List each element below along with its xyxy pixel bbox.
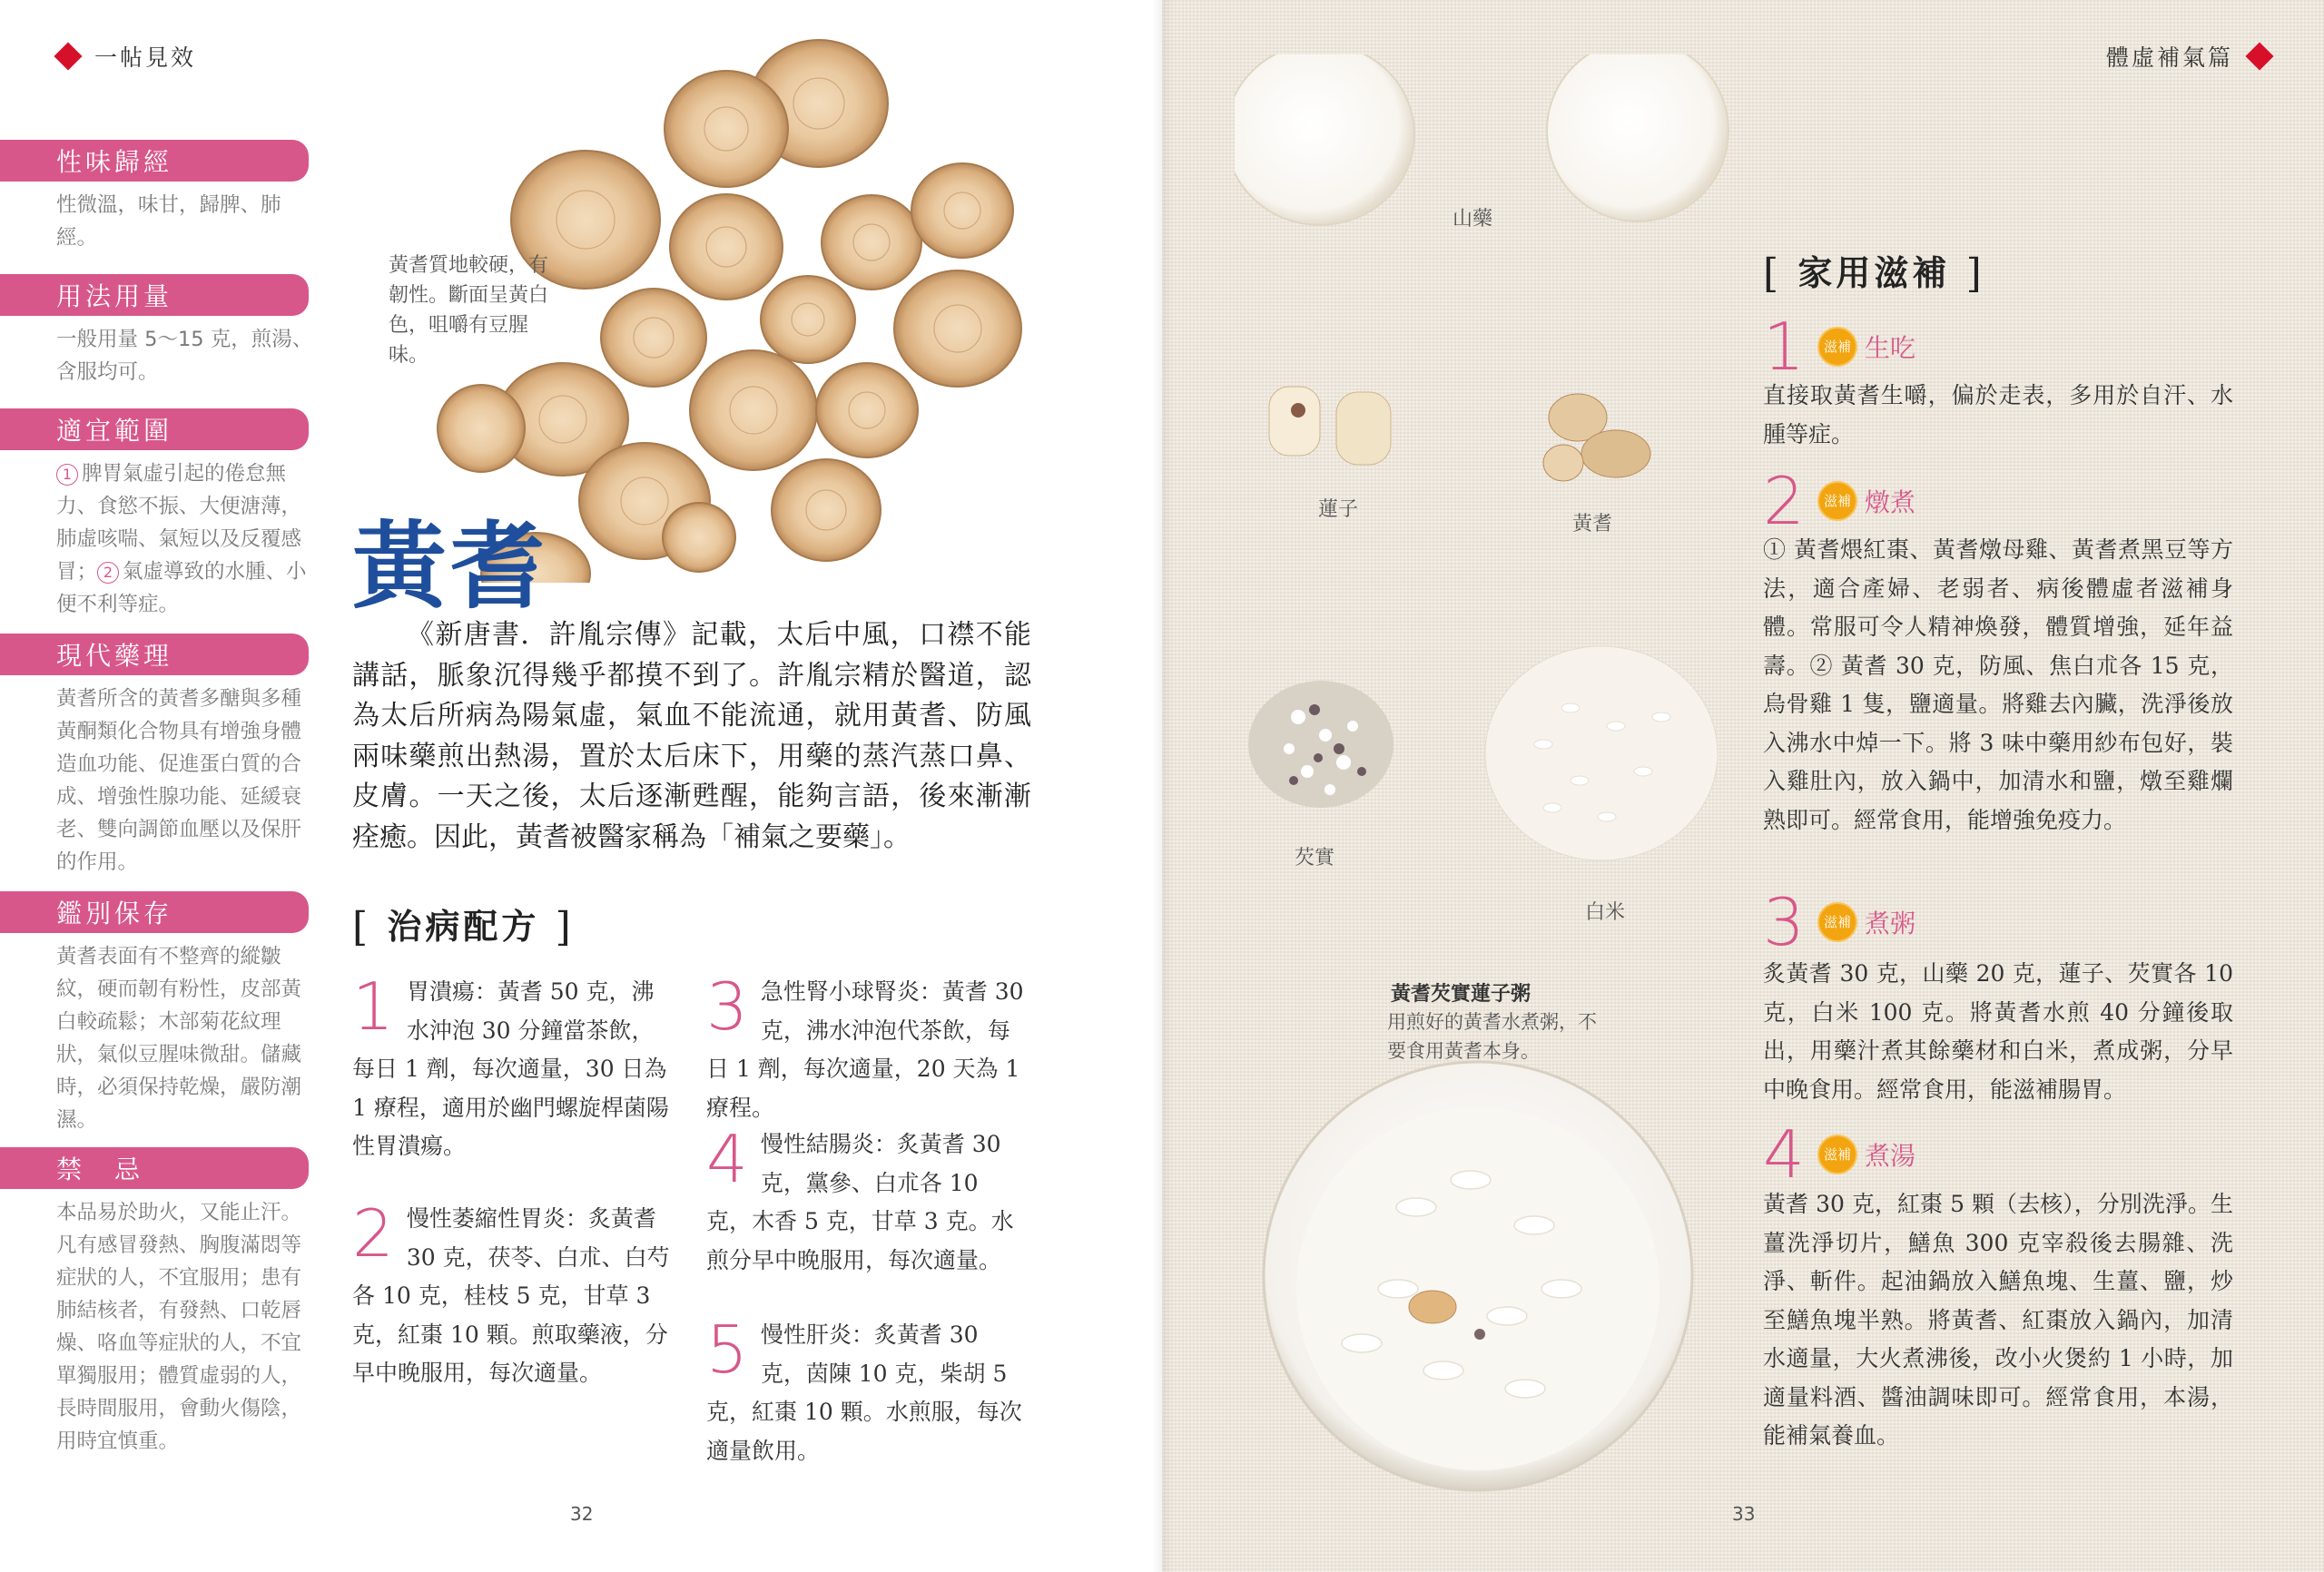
indication-one: 脾胃氣虛引起的倦怠無力、食慾不振、大便溏薄，肺虛咳喘、氣短以及反覆感冒； [56, 462, 302, 584]
book-gutter [1151, 0, 1173, 1572]
sidebar-heading-contraindications: 禁 忌 [0, 1147, 309, 1189]
home-number: 4 [1763, 1116, 1805, 1193]
sidebar-text-dosage: 一般用量 5～15 克，煎湯、含服均可。 [56, 328, 313, 384]
bracket-close: ] [1965, 251, 1985, 297]
indication-two: 氣虛導致的水腫、小便不利等症。 [56, 560, 307, 616]
remedy-text: 慢性結腸炎：炙黃耆 30 克，黨參、白朮各 10 克，木香 5 克，甘草 3 克。水煎分早中晚服用，每次適量。 [706, 1131, 1014, 1273]
home-item-3-head [1763, 884, 1916, 960]
sidebar-text-pharmacology: 黃耆所含的黃耆多醣與多種黃酮類化合物具有增強身體造血功能、促進蛋白質的合成、增強性腺功能、延緩衰老、雙向調節血壓以及保肝的作用。 [56, 687, 302, 874]
rice-pile [1485, 646, 1718, 860]
home-text-2: ① 黃耆煨紅棗、黃耆燉母雞、黃耆煮黑豆等方法，適合產婦、老弱者、病後體虛者滋補身體。常服可令人精神煥發，體質增強，延年益壽。② 黃耆 30 克，防風、焦白朮各 15 克，烏骨雞 1 隻，鹽適量。將雞去內臟，洗淨後放入沸水中焯一下。將 3 味中藥用紗布包好，裝入雞肚內，放入鍋中，加清水和鹽，燉至雞爛熟即可。經常食用，能增強免疫力。 [1763, 536, 2233, 833]
left-running-header [58, 40, 196, 73]
home-heading-text: 家用滋補 [1797, 252, 1951, 293]
euryale-pile [1248, 681, 1393, 808]
label-huangqi: 黃耆 [1572, 513, 1613, 535]
label-shanyao: 山藥 [1452, 208, 1493, 231]
home-heading [1763, 245, 1985, 295]
remedy-item-3 [706, 968, 1029, 1127]
home-item-1-head [1763, 309, 1916, 385]
home-label: 煮湯 [1865, 1141, 1916, 1171]
remedy-number: 3 [706, 968, 748, 1045]
home-label: 生吃 [1865, 333, 1916, 363]
home-text-4: 黃耆 30 克，紅棗 5 顆（去核），分別洗淨。生薑洗淨切片，鱔魚 300 克宰殺後去腸雜、洗淨、斬件。起油鍋放入鱔魚塊、生薑、鹽，炒至鱔魚塊半熟。將黃耆、紅棗放入鍋內，加清水適量，大火煮沸後，改小火煲約 1 小時，加適量料酒、醬油調味即可。經常食用，本湯，能補氣養血。 [1763, 1191, 2233, 1449]
sidebar-heading-nature: 性味歸經 [0, 140, 309, 182]
home-item-2-head [1763, 463, 1916, 539]
sidebar-text-identification: 黃耆表面有不整齊的縱皺紋，硬而韌有粉性，皮部黃白較疏鬆；木部菊花紋理狀，氣似豆腥味微甜。儲藏時，必須保持乾燥，嚴防潮濕。 [56, 945, 302, 1132]
remedy-item-5 [706, 1312, 1029, 1470]
sidebar-heading-pharmacology: 現代藥理 [0, 634, 309, 675]
bracket-open: [ [1763, 251, 1783, 297]
home-label: 燉煮 [1865, 487, 1916, 517]
ingredients-photo [1235, 54, 1743, 1507]
home-text-1: 直接取黃耆生嚼，偏於走表，多用於自汗、水腫等症。 [1763, 382, 2233, 447]
herb-caption: 黃耆質地較硬，有韌性。斷面呈黃白色，咀嚼有豆腥味。 [389, 254, 549, 367]
remedy-text: 慢性肝炎：炙黃耆 30 克，茵陳 10 克，柴胡 5 克，紅棗 10 顆。水煎服，每次適量飲用。 [706, 1321, 1022, 1464]
tonic-badge-icon: 滋補 [1817, 327, 1857, 367]
tonic-badge-icon: 滋補 [1817, 481, 1857, 521]
right-header-title: 體虛補氣篇 [2106, 44, 2234, 71]
bracket-close: ] [555, 904, 575, 950]
tonic-badge-icon: 滋補 [1817, 1135, 1857, 1174]
sidebar-text-nature: 性微溫，味甘，歸脾、肺經。 [56, 193, 281, 250]
left-header-title: 一帖見效 [94, 44, 197, 71]
remedies-heading-text: 治病配方 [387, 906, 540, 947]
home-item-4-head [1763, 1116, 1916, 1193]
page-number-left: 32 [570, 1503, 594, 1525]
yam-slice-left [1235, 54, 1414, 225]
home-number: 2 [1763, 463, 1805, 539]
sidebar-heading-dosage: 用法用量 [0, 274, 309, 316]
right-running-header [2106, 40, 2270, 73]
astragalus-pieces [1543, 394, 1650, 481]
remedy-item-4 [706, 1121, 1029, 1280]
remedy-text: 胃潰瘍：黃耆 50 克，沸水沖泡 30 分鐘當茶飲，每日 1 劑，每次適量，30 日為 1 療程，適用於幽門螺旋桿菌陽性胃潰瘍。 [352, 978, 669, 1159]
remedy-number: 1 [352, 968, 394, 1045]
home-text-3: 炙黃耆 30 克，山藥 20 克，蓮子、芡實各 10 克，白米 100 克。將黃耆水煎 40 分鐘後取出，用藥汁煮其餘藥材和白米，煮成粥，分早中晚食用。經常食用，能滋補腸胃。 [1763, 960, 2233, 1103]
yam-slice-right [1547, 54, 1728, 221]
marker-two: 2 [97, 562, 119, 584]
tonic-badge-icon: 滋補 [1817, 902, 1857, 942]
marker-one: 1 [56, 464, 78, 486]
remedy-number: 4 [706, 1121, 748, 1197]
remedy-text: 急性腎小球腎炎：黃耆 30 克，沸水沖泡代茶飲，每日 1 劑，每次適量，20 天為 1 療程。 [706, 978, 1024, 1121]
remedy-text: 慢性萎縮性胃炎：炙黃耆 30 克，茯苓、白朮、白芍各 10 克，桂枝 5 克，甘草 3 克，紅棗 10 顆。煎取藥液，分早中晚服用，每次適量。 [352, 1205, 670, 1386]
remedy-item-2 [352, 1195, 675, 1393]
home-number: 1 [1763, 309, 1805, 385]
red-diamond-icon [2245, 42, 2273, 70]
remedies-heading [352, 899, 575, 948]
page-number-right: 33 [1732, 1503, 1756, 1525]
sidebar-text-contraindications: 本品易於助火，又能止汗。凡有感冒發熱、胸腹滿悶等症狀的人，不宜服用；患有肺結核者，有發熱、口乾唇燥、咯血等症狀的人，不宜單獨服用；體質虛弱的人，長時間服用，會動火傷陰，用時宜慎重。 [56, 1201, 302, 1453]
remedy-item-1 [352, 968, 675, 1166]
bracket-open: [ [352, 904, 372, 950]
home-label: 煮粥 [1865, 909, 1916, 938]
porridge-caption-title: 黃耆芡實蓮子粥 [1391, 983, 1531, 1006]
remedy-number: 5 [706, 1312, 748, 1388]
remedy-number: 2 [352, 1195, 394, 1272]
sidebar-heading-indications: 適宜範圍 [0, 408, 309, 450]
sidebar-text-indications [56, 457, 320, 621]
sidebar-heading-identification: 鑑別保存 [0, 891, 309, 933]
porridge-caption-subtitle: 用煎好的黃耆水煮粥，不要食用黃耆本身。 [1387, 1011, 1597, 1062]
herb-intro-paragraph: 《新唐書．許胤宗傳》記載，太后中風，口襟不能講話，脈象沉得幾乎都摸不到了。許胤宗精於醫道，認為太后所病為陽氣虛，氣血不能流通，就用黃耆、防風兩味藥煎出熱湯，置於太后床下，用藥的蒸汽蒸口鼻、皮膚。一天之後，太后逐漸甦醒，能夠言語，後來漸漸痊癒。因此，黃耆被醫家稱為「補氣之要藥」。 [352, 619, 1031, 853]
herb-title: 黃耆 [352, 510, 549, 622]
porridge-bowl [1264, 1062, 1692, 1490]
red-diamond-icon [54, 42, 82, 70]
label-baimi: 白米 [1585, 901, 1626, 924]
lotus-seeds [1269, 387, 1391, 465]
home-number: 3 [1763, 884, 1805, 960]
label-qianshi: 芡實 [1295, 847, 1335, 870]
label-lianzi: 蓮子 [1318, 498, 1359, 521]
